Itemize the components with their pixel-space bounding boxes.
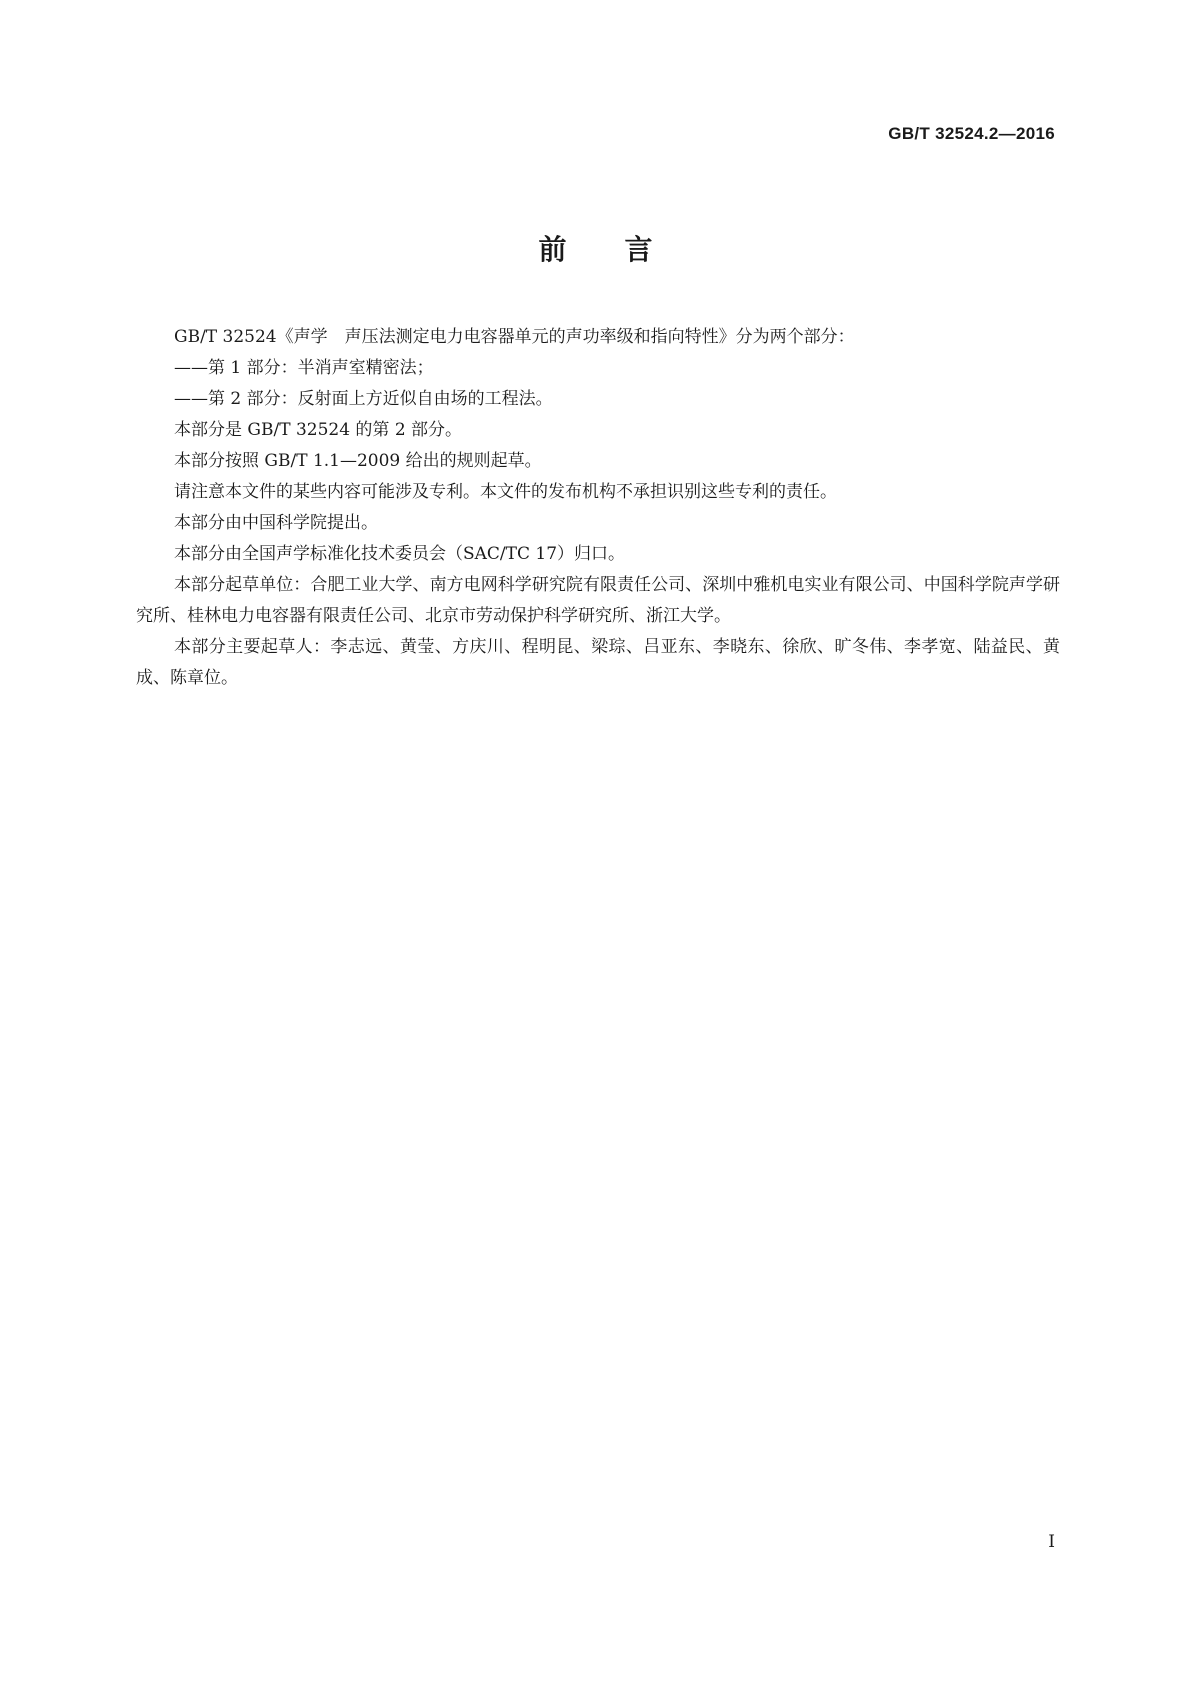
paragraph-proposed-by: 本部分由中国科学院提出。 — [174, 513, 378, 533]
page-number: I — [1048, 1532, 1055, 1552]
paragraph-part-1: ——第 1 部分：半消声室精密法； — [174, 358, 434, 378]
paragraph-part-2: ——第 2 部分：反射面上方近似自由场的工程法。 — [174, 389, 553, 409]
paragraph-patent-notice: 请注意本文件的某些内容可能涉及专利。本文件的发布机构不承担识别这些专利的责任。 — [174, 482, 837, 502]
page-title: 前言 — [538, 233, 711, 266]
paragraph-drafting-rules: 本部分按照 GB/T 1.1—2009 给出的规则起草。 — [174, 451, 542, 471]
paragraph-intro: GB/T 32524《声学 声压法测定电力电容器单元的声功率级和指向特性》分为两个部分： — [174, 327, 855, 347]
paragraph-drafters: 本部分主要起草人：李志远、黄莹、方庆川、程明昆、梁琮、吕亚东、李晓东、徐欣、旷冬伟、李孝宽、陆益民、黄成、陈章位。 — [136, 637, 1060, 688]
paragraph-administered-by: 本部分由全国声学标准化技术委员会（SAC/TC 17）归口。 — [174, 544, 626, 564]
foreword-body — [136, 322, 1060, 694]
paragraph-drafting-units: 本部分起草单位：合肥工业大学、南方电网科学研究院有限责任公司、深圳中雅机电实业有限公司、中国科学院声学研究所、桂林电力电容器有限责任公司、北京市劳动保护科学研究所、浙江大学。 — [136, 575, 1060, 626]
standard-number: GB/T 32524.2—2016 — [888, 124, 1055, 143]
paragraph-this-part: 本部分是 GB/T 32524 的第 2 部分。 — [174, 420, 463, 440]
